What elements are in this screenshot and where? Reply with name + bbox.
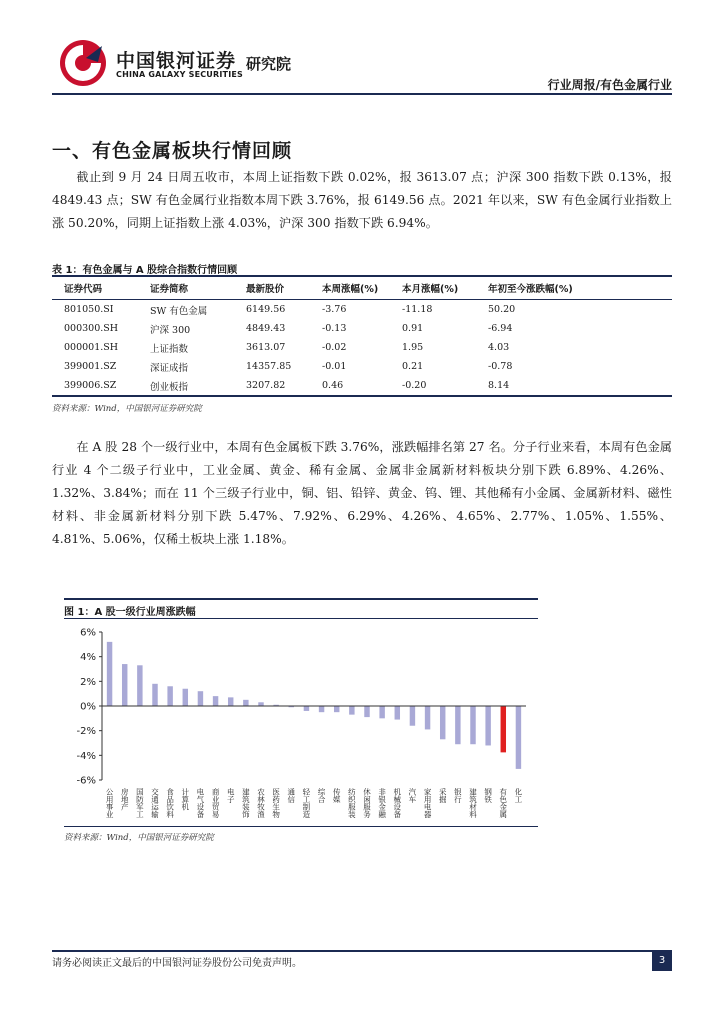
paragraph-text: 截止到 9 月 24 日周五收市，本周上证指数下跌 0.02%，报 3613.07 点；沪深 300 指数下跌 0.13%，报 4849.43 点；SW 有色金属行业指数本周下跌 3.76%，报 6149.56 点。2021 年以来，SW 有色金属行业指数上涨 50.20%，同期上证指数上涨 4.03%，沪深 300 指数下跌 6.94%。: [52, 170, 672, 230]
logo-chinese-name: 中国银河证券: [116, 50, 237, 72]
bar: [319, 706, 324, 712]
x-category-label: 汽车: [407, 788, 417, 803]
x-category-label: 农林牧渔: [256, 788, 266, 818]
bar: [395, 706, 400, 720]
x-category-label: 公用事业: [105, 788, 115, 818]
bar: [485, 706, 490, 745]
col-header-code: 证券代码: [52, 277, 150, 300]
page-number: 3: [652, 951, 672, 971]
table-source: 资料来源：Wind，中国银河证券研究院: [52, 404, 202, 414]
footer-disclaimer: 请务必阅读正文最后的中国银河证券股份公司免责声明。: [52, 958, 302, 969]
bar: [364, 706, 369, 717]
table-row: [52, 300, 672, 320]
cell-ytd: 50.20: [488, 304, 516, 315]
bar: [516, 706, 521, 769]
cell-ytd: 8.14: [488, 376, 672, 396]
logo-institute: 研究院: [246, 55, 292, 73]
cell-week: -0.01: [322, 361, 347, 372]
cell-name: SW 有色金属: [150, 305, 208, 317]
bar: [501, 706, 506, 752]
y-tick-label: 2%: [80, 676, 96, 688]
x-category-label: 医药生物: [271, 788, 281, 818]
cell-ytd: -6.94: [488, 323, 513, 334]
industry-paragraph: [52, 436, 672, 551]
y-tick-label: 6%: [80, 627, 96, 639]
bar: [243, 700, 248, 706]
table-title: 表 1：有色金属与 A 股综合指数行情回顾: [52, 265, 238, 276]
cell-ytd: -0.78: [488, 361, 513, 372]
index-review-table: [52, 277, 672, 397]
x-category-label: 化工: [513, 788, 523, 803]
x-category-label: 商业贸易: [211, 788, 221, 818]
x-category-label: 电气设备: [195, 788, 205, 818]
bar: [334, 706, 339, 712]
bar: [183, 689, 188, 706]
cell-week: 0.46: [322, 376, 402, 396]
x-category-label: 纺织服装: [347, 788, 357, 818]
x-category-label: 房地产: [120, 788, 130, 811]
bar: [228, 697, 233, 706]
cell-price: 6149.56: [246, 304, 286, 315]
bar: [470, 706, 475, 744]
figure-bottom-rule: [64, 826, 538, 827]
bar: [440, 706, 445, 739]
table-row: [52, 319, 672, 338]
cell-month: 1.95: [402, 342, 424, 353]
x-category-label: 综合: [317, 788, 327, 803]
bar: [258, 702, 263, 706]
x-category-label: 电子: [226, 788, 236, 803]
report-type: 行业周报/有色金属行业: [547, 78, 672, 92]
cell-code: 000300.SH: [64, 323, 119, 334]
cell-code: 000001.SH: [64, 342, 119, 353]
cell-week: -0.13: [322, 323, 347, 334]
cell-price: 4849.43: [246, 323, 286, 334]
market-review-paragraph: [52, 166, 672, 235]
col-header-week: 本周涨幅(%): [322, 277, 402, 300]
x-category-label: 有色金属: [498, 788, 508, 818]
bar: [304, 706, 309, 711]
x-category-label: 采掘: [438, 788, 448, 803]
x-category-label: 轻工制造: [301, 788, 311, 818]
cell-name: 深证成指: [150, 362, 189, 374]
col-header-name: 证券简称: [150, 277, 246, 300]
x-category-label: 建筑材料: [468, 788, 478, 818]
x-category-label: 传媒: [332, 788, 342, 803]
cell-ytd: 4.03: [488, 342, 510, 353]
bar: [152, 684, 157, 706]
logo-english-name: CHINA GALAXY SECURITIES: [116, 70, 243, 79]
x-category-label: 食品饮料: [165, 788, 175, 818]
bar: [137, 665, 142, 706]
bar: [455, 706, 460, 744]
galaxy-logo-icon: [58, 38, 108, 88]
table-row: [52, 376, 672, 396]
bar: [213, 696, 218, 706]
bar: [107, 642, 112, 706]
figure-title-rule: [64, 618, 538, 619]
bar: [379, 706, 384, 718]
cell-name: 上证指数: [150, 343, 189, 355]
col-header-month: 本月涨幅(%): [402, 277, 488, 300]
col-header-price: 最新股价: [246, 277, 322, 300]
footer-divider: [52, 950, 672, 952]
y-tick-label: -2%: [76, 726, 96, 738]
figure-title: 图 1：A 股一级行业周涨跌幅: [64, 607, 196, 618]
y-tick-label: 0%: [80, 701, 96, 713]
y-tick-label: -6%: [76, 775, 96, 787]
x-category-label: 非银金融: [377, 788, 387, 818]
table-row: [52, 357, 672, 376]
bar: [425, 706, 430, 729]
table-row: [52, 338, 672, 357]
figure-top-rule: [64, 598, 538, 600]
x-category-label: 建筑装饰: [241, 788, 251, 818]
y-tick-label: -4%: [76, 750, 96, 762]
x-category-label: 机械设备: [392, 788, 402, 818]
cell-code: 399001.SZ: [64, 361, 117, 372]
bar: [410, 706, 415, 726]
industry-weekly-change-chart: [64, 620, 538, 824]
x-category-label: 钢铁: [483, 788, 493, 803]
cell-code: 399006.SZ: [52, 376, 150, 396]
table-header-row: [52, 277, 672, 300]
bar: [198, 691, 203, 706]
x-category-label: 通信: [286, 788, 296, 803]
cell-month: -0.20: [402, 376, 488, 396]
cell-price: 3613.07: [246, 342, 286, 353]
cell-name: 创业板指: [150, 376, 246, 396]
section-title: 一、有色金属板块行情回顾: [52, 140, 293, 162]
cell-week: -3.76: [322, 304, 347, 315]
x-category-label: 休闲服务: [362, 788, 372, 818]
cell-price: 14357.85: [246, 361, 292, 372]
cell-week: -0.02: [322, 342, 347, 353]
header-divider: [52, 93, 672, 95]
y-tick-label: 4%: [80, 652, 96, 664]
paragraph-text: 在 A 股 28 个一级行业中，本周有色金属板下跌 3.76%，涨跌幅排名第 27 名。分子行业来看，本周有色金属行业 4 个二级子行业中，工业金属、黄金、稀有金属、金属非金属新材料板块分别下跌 6.89%、4.26%、1.32%、3.84%；而在 11 个三级子行业中，铜、铝、铅锌、黄金、钨、锂、其他稀有小金属、金属新材料、磁性材料、非金属新材料分别下跌 5.47%、7.92%、6.29%、4.26%、4.65%、2.77%、1.05%、1.55%、4.81%、5.06%，仅稀土板块上涨 1.18%。: [52, 440, 672, 546]
figure-source: 资料来源：Wind，中国银河证券研究院: [64, 833, 214, 843]
bar: [167, 686, 172, 706]
cell-month: -11.18: [402, 304, 433, 315]
bar: [349, 706, 354, 715]
x-category-label: 计算机: [180, 788, 190, 811]
cell-name: 沪深 300: [150, 324, 191, 336]
cell-month: 0.91: [402, 323, 424, 334]
col-header-ytd: 年初至今涨跌幅(%): [488, 277, 672, 300]
cell-code: 801050.SI: [64, 304, 114, 315]
x-category-label: 国防军工: [135, 788, 145, 818]
cell-month: 0.21: [402, 361, 424, 372]
x-category-label: 交通运输: [150, 788, 160, 818]
x-category-label: 银行: [453, 788, 463, 803]
bar: [122, 664, 127, 706]
x-category-label: 家用电器: [423, 788, 433, 818]
cell-price: 3207.82: [246, 376, 322, 396]
